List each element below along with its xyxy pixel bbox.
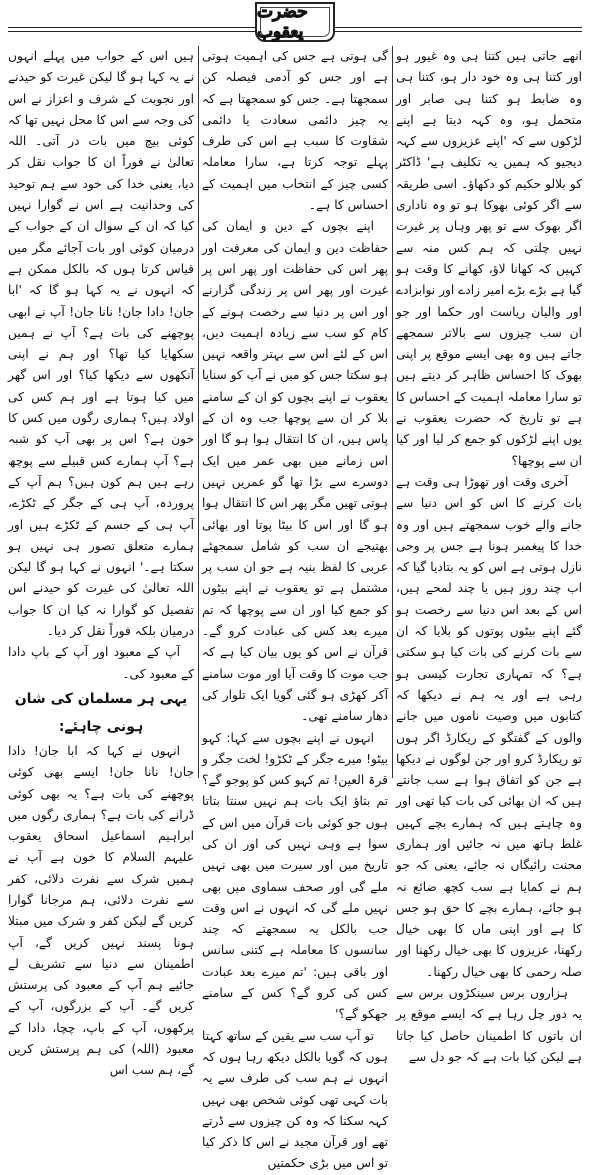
paragraph: گی ہوتی ہے جس کی اہمیت ہوتی ہے اور جس کو آدمی فیصلہ کن سمجھتا ہے۔ جس کو سمجھتا ہے کہ یہ چیز دائمی سعادت یا دائمی شقاوت کا سبب ہے اس کی طرف پہلے توجہ کرتا ہے، سارا معاملہ کسی چیز کے انتخاب میں اہمیت کے احساس کا ہے۔: [202, 49, 388, 213]
section-heading: یہی ہر مسلمان کی شان ہونی چاہئے:: [14, 690, 188, 735]
paragraph: انہوں نے اپنے بچوں سے کہا: کہو بیٹو! میرے جگر کے ٹکڑو! لخت جگر و قرۃ العین! تم کہو کس کو پوجو گے؟ تم بتاؤ ایک بات ہم نہیں سنتا بتاتا ہوں جو کوئی بات قرآن میں اس کے سوا ہے وہی نہیں کی اور ان کی تاریخ میں اور سیرت میں بھی نہیں ملے گی اور صحف سماوی میں بھی نہیں ملے گی کہ انہوں نے اس وقت جب بالکل یہ سمجھتے کہ چند سانسوں کا معاملہ ہے کتنی سانس اور باقی ہیں: 'تم میرے بعد عبادت کس کی کرو گے؟ کس کے سامنے جھکو گے؟': [202, 730, 388, 1022]
paragraph: انہوں نے کہا کہ ابا جان! دادا جان! نانا جان! ایسے بھی کوئی پوچھنے کی بات ہے؟ یہ بھی کوئی ڈرانے کی بات ہے؟ ہماری رگوں میں ابراہیم اسماعیل اسحاق یعقوب علیہم السلام کا خون ہے آپ نے ہمیں شرک سے نفرت دلائی، کفر سے نفرت دلائی، ہم مرجانا گوارا کریں گے لیکن کفر و شرک میں مبتلا ہونا پسند نہیں کریں گے، آپ اطمینان سے دنیا سے تشریف لے جائیے ہم آپ کے معبود کی پرستش کریں گے۔ آپ کے بزرگوں، آپ کے پرکھوں، آپ کے باپ، چچا، دادا کے معبود (اللہ) کی ہم پرستش کریں گے، ہم سب اس: [8, 743, 194, 1078]
paragraph: انھے جاتی ہیں کتنا ہی وہ غیور ہو اور کتنا ہی وہ خود دار ہو، کتنا ہی وہ ضابط ہو کتنا ہی صابر اور متحمل ہو، وہ کہہ دیتا ہے اپنے لڑکوں سے کہ 'اپنے عزیزوں سے کہہ دیجیو کہ ہمیں یہ تکلیف ہے' ڈاکٹر کو بلالو حکیم کو دکھاؤ۔ اسی طریقہ سے اگر کوئی بھوکا ہو تو وہ ناداری اگر بھوک سے تو پھر وہاں پر غیرت نہیں چلتی کہ ہم کس منہ سے کہیں کہ کھانا لاؤ، کھانے کا وقت ہو گیا ہے بڑے بڑے امیر زادے اور نوابزادے اور والیان ریاست اور حکما اور جو ان سب چیزوں سے بالاتر سمجھے جاتے ہیں وہ بھی ایسے موقع پر اپنی بھوک کا احساس ظاہر کر دیتے ہیں تو سارا معاملہ اہمیت کے احساس کا ہے تو تاریخ کہ حضرت یعقوب نے یوں اپنے لڑکوں کو جمع کر لیا اور کیا ان سے پوچھا؟: [395, 49, 582, 468]
page-header: [0, 0, 590, 44]
column-divider-right: [392, 46, 393, 778]
text-column-middle: [201, 46, 388, 1171]
paragraph: آپ کے معبود اور آپ کے باپ دادا کے معبود کی۔: [8, 645, 194, 681]
paragraph: ہیں اس کے جواب میں پہلے انہوں نے یہ کہا ہو گا لیکن غیرت کو حیدنے اور نجوبت کے شرف و اعزاز نے اس کی وجہ سے اس کا محل نہیں تھا کہ کوئی بیچ میں بات در آتی۔ اللہ تعالیٰ نے فوراً ان کا جواب نقل کر دیا، یعنی خدا کی خود سے ہم توحید کی وحدانیت ہے اس نے گوارا نہیں کیا کہ ان کے سوال ان کے جواب کے درمیان کوئی اور بات آجائے مگر میں قیاس کرتا ہوں کہ بالکل ممکن ہے کہ انہوں نے یہ کہا ہو گا کہ 'ابا جان! دادا جان! نانا جان! آپ نے ابھی پوچھنے کی بات ہے؟ آپ نے ہمیں سکھایا کیا تھا؟ اور ہم نے اپنی آنکھوں سے دیکھا کیا؟ اور اس گھر میں کیا ہوتا ہے اور ہم کس کی اولاد ہیں؟ ہماری رگوں میں کس کا خون ہے؟ اس پر بھی آپ کو شبہ ہے؟ آپ ہمارے کس قبیلے سے پوچھ رہے ہیں ہم کون ہیں؟ ہم آپ کے پروردہ، آپ ہی کے جگر کے ٹکڑے، آپ ہی کے جسم کے ٹکڑے ہیں اور ہمارے متعلق تصور ہی نہیں ہو سکتا ہے۔' انہوں نے کہا ہو گا لیکن اللہ تعالیٰ کی غیرت کو حیدنے اس تفصیل کو گوارا نہ کیا ان کا جواب درمیان بلکہ فوراً نقل کر دیا۔: [8, 49, 194, 639]
paragraph: تو آپ سب سے یقین کے ساتھ کہتا ہوں کہ گویا بالکل دیکھ رہا ہوں کہ انہوں نے ہم سب کی طرف سے یہ بات کہی تھی کوئی شخص بھی نہیں کہہ سکتا کہ وہ کن چیزوں سے ڈرتے تھے اور قرآن مجید نے اس کا ذکر کیا تو اس میں بڑی حکمتیں: [201, 1028, 388, 1171]
paragraph: آخری وقت اور تھوڑا ہی وقت ہے بات کرنے کا اس کو اس دنیا سے جانے والے خوب سمجھتے ہیں اور وہ خدا کا پیغمبر ہونا ہے جس پر وحی نازل ہوتی ہے اس کو یہ بتادیا گیا کہ اب چند روز ہیں یا چند لمحے ہیں، اس کے بعد اس دنیا سے رخصت ہو گئے اپنے بیٹوں پوتوں کو بلایا کہ ان سے بات کرنے کی بات کیا ہو سکتی ہے؟ کہ تمہاری تجارت کیسی ہو رہی ہے اور یہ ہم نے دیکھا کہ کتابوں میں وصیت ناموں میں جانے والوں کے گفتگو کے ریکارڈ اگر ہوں تو ریکارڈ کرو اور جن لوگوں نے دیکھا ہے جن کو اتفاق ہوا ہے سب جانتے ہیں کہ ان بھائی کی بات کیا تھی اور وہ چاہتے ہیں کہ ہمارے بچے کہیں غلط ہاتھ میں نہ جائیں اور ہماری محنت رائیگاں نہ جائے، یعنی کہ جو ہم نے کمایا ہے سب کچھ ضائع نہ ہو جائے، ہمارے بچے کا حق ہو جس کا ہے اور اپنی ماں کا بھی خیال رکھنا، عزیزوں کا بھی خیال رکھنا اور صلہ رحمی کا بھی خیال رکھنا۔: [396, 474, 582, 979]
text-column-left: [8, 46, 194, 1078]
header-title: حضرت یعقوب: [257, 2, 308, 42]
text-column-right: [395, 46, 582, 1064]
header-title-badge: [255, 2, 335, 42]
column-divider-left: [198, 46, 199, 778]
paragraph: اپنے بچوں کے دین و ایمان کی حفاظت دین و ایمان کی معرفت اور پھر اس کی حفاظت اور پھر اس پر غیرت اور پھر اس پر زندگی گزارنے اور اس پر دنیا سے رخصت ہونے کے کام کو سب سے زیادہ اہمیت دیں، اس کے لئے اس سے بہتر واقعہ نہیں ہو سکتا جس کو میں نے آپ کو سنایا یعقوب نے اپنے بچوں کو ان کے سامنے بلا کر ان سے پوچھا جب وہ ان کے پاس ہیں، ان کا انتقال ہوا ہو گا اور اس زمانے میں بھی عمر میں ایک دوسرے سے بڑا تھا گو عمریں نہیں ہوتی تھیں مگر پھر اس کا انتقال ہوا ہو گا اور اس کا بیٹا پوتا اور بھائی بھتیجے ان سب کو شامل سمجھئے عربی کا لفظ بنیہ ہے جو ان سب پر مشتمل ہے تو یعقوب نے اپنے بیٹوں کو جمع کیا اور ان سے پوچھا کہ تم میرے بعد کس کی عبادت کرو گے۔ قرآن نے اس کو یوں بیان کیا ہے کہ جب موت کا وقت آیا اور موت سامنے آکر کھڑی ہو گئی گویا ایک تلوار کی دھار سامنے تھی۔: [202, 219, 388, 724]
paragraph: ہزاروں برس سینکڑوں برس سے یہ دور چل رہا ہے کہ ایسے موقع پر ان باتوں کا اطمینان حاصل کیا جاتا ہے لیکن کیا بات ہے کہ جو دل سے: [396, 986, 582, 1064]
